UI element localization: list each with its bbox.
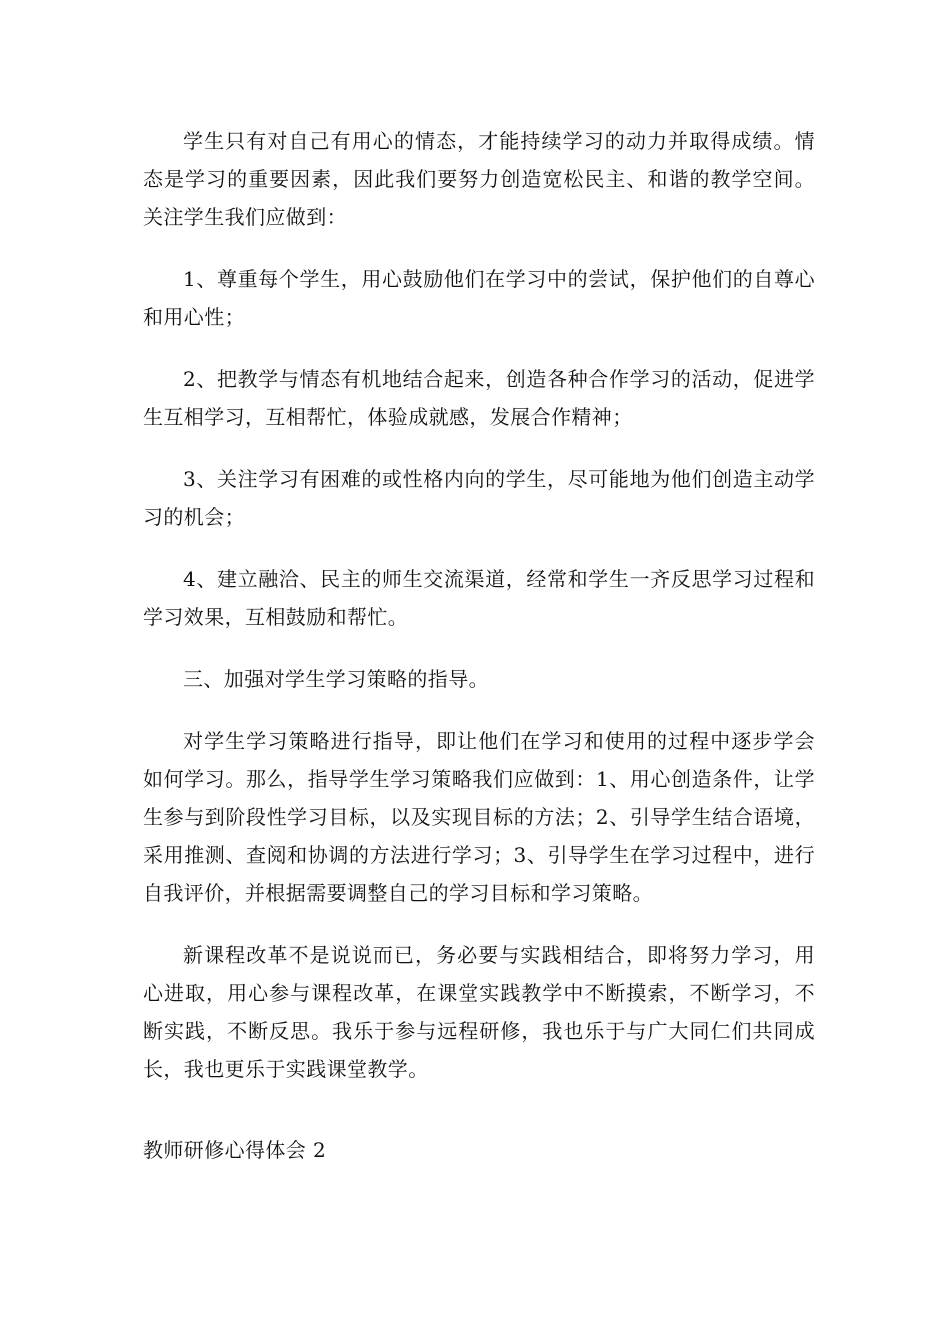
paragraph-conclusion: 新课程改革不是说说而已，务必要与实践相结合，即将努力学习，用心进取，用心参与课程改革，在课堂实践教学中不断摸索，不断学习，不断实践，不断反思。我乐于参与远程研修，我也乐于与广大同仁们共同成长，我也更乐于实践课堂教学。 (143, 943, 815, 1081)
paragraph-point-1: 1、尊重每个学生，用心鼓励他们在学习中的尝试，保护他们的自尊心和用心性； (143, 267, 815, 329)
paragraph-section-three: 三、加强对学生学习策略的指导。 (183, 667, 489, 691)
paragraph-emotion-intro: 学生只有对自己有用心的情态，才能持续学习的动力并取得成绩。情态是学习的重要因素，因此我们要努力创造宽松民主、和谐的教学空间。关注学生我们应做到： (143, 129, 815, 229)
paragraph-point-2: 2、把教学与情态有机地结合起来，创造各种合作学习的活动，促进学生互相学习，互相帮忙，体验成就感，发展合作精神； (143, 367, 815, 429)
paragraph-point-3: 3、关注学习有困难的或性格内向的学生，尽可能地为他们创造主动学习的机会； (143, 467, 815, 529)
paragraph-point-4: 4、建立融洽、民主的师生交流渠道，经常和学生一齐反思学习过程和学习效果，互相鼓励和帮忙。 (143, 567, 815, 629)
paragraph-strategy: 对学生学习策略进行指导，即让他们在学习和使用的过程中逐步学会如何学习。那么，指导学生学习策略我们应做到：1、用心创造条件，让学生参与到阶段性学习目标，以及实现目标的方法；2、引导学生结合语境，采用推测、查阅和协调的方法进行学习；3、引导学生在学习过程中，进行自我评价，并根据需要调整自己的学习目标和学习策略。 (143, 729, 815, 905)
document-body (143, 122, 815, 1088)
section-heading: 教师研修心得体会 2 (143, 1138, 327, 1162)
